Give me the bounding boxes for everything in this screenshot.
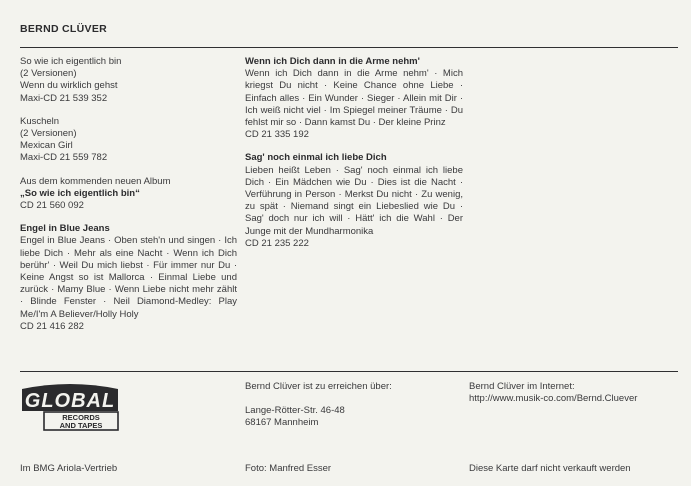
top-divider xyxy=(20,47,678,48)
album-catalog-number: CD 21 335 192 xyxy=(245,129,309,141)
address-street: Lange-Rötter-Str. 46-48 xyxy=(245,405,345,416)
photo-credit: Foto: Manfred Esser xyxy=(245,463,332,474)
album-tracklist: Lieben heißt Leben · Sag' noch einmal ich liebe Dich · Ein Mädchen wie Du · Dies ist die Nacht · Verführung in Person · Merkst Du nicht · Zu wenig, zu spät · Niemand singt ein Liebeslied wie Du · Sag' doch nur ich will · Hätt' ich die Wahl · Der Junge mit der Mundharmonika xyxy=(245,164,463,237)
internet-heading: Bernd Clüver im Internet: xyxy=(469,381,575,392)
release-title: So wie ich eigentlich bin xyxy=(20,56,122,67)
album-title: Sag' noch einmal ich liebe Dich xyxy=(245,152,387,164)
album-title: Wenn ich Dich dann in die Arme nehm' xyxy=(245,56,420,67)
album-catalog-number: CD 21 416 282 xyxy=(20,320,84,332)
release-catalog-number: Maxi-CD 21 559 782 xyxy=(20,152,108,164)
release-versions: (2 Versionen) xyxy=(20,68,77,80)
album-engel-in-blue-jeans xyxy=(20,223,237,333)
address-city: 68167 Mannheim xyxy=(245,417,319,428)
album-tracklist: Engel in Blue Jeans · Oben steh'n und singen · Ich liebe Dich · Mehr als eine Nacht · Wenn ich Dich berühr' · Weil Du mich liebst · Für immer nur Du · Keine Angst so ist Mallorca · Einmal Liebe und zurück · Mamy Blue · Wenn Liebe nicht mehr zählt · Blinde Fenster · Neil Diamond-Medley: Play Me/I'm A Believer/Holly Holy xyxy=(20,235,237,320)
contact-heading: Bernd Clüver ist zu erreichen über: xyxy=(245,381,392,392)
release-catalog-number: Maxi-CD 21 539 352 xyxy=(20,92,108,104)
release-b-side: Wenn du wirklich gehst xyxy=(20,80,118,92)
logo-wordmark: GLOBAL xyxy=(24,390,116,412)
left-column xyxy=(20,56,237,344)
upcoming-album-catalog-number: CD 21 560 092 xyxy=(20,200,84,212)
right-column xyxy=(245,56,463,261)
internet-url-link[interactable]: http://www.musik-co.com/Bernd.Cluever xyxy=(469,393,638,404)
release-title: Kuscheln xyxy=(20,115,60,127)
album-sag-noch-einmal xyxy=(245,152,463,250)
global-records-logo xyxy=(18,381,122,433)
logo-and-tapes: AND TAPES xyxy=(59,421,103,430)
logo-records: RECORDS xyxy=(62,413,100,422)
release-b-side: Mexican Girl xyxy=(20,140,73,152)
album-title: Engel in Blue Jeans xyxy=(20,223,110,235)
bottom-divider xyxy=(20,371,678,372)
distribution-note: Im BMG Ariola-Vertrieb xyxy=(20,463,118,474)
artist-heading: BERND CLÜVER xyxy=(20,23,108,35)
album-catalog-number: CD 21 235 222 xyxy=(245,237,309,249)
album-tracklist: Wenn ich Dich dann in die Arme nehm' · Mich kriegst Du nicht · Keine Chance ohne Liebe · Einfach alles · Ein Wunder · Sieger · Allein mit Dir · Ich weiß nicht viel · Im Spiegel meiner Träume · Du fehlst mir so · Dann kamst Du · Der kleine Prinz xyxy=(245,68,463,129)
release-so-wie-ich-eigentlich-bin xyxy=(20,56,237,105)
release-kuscheln xyxy=(20,116,237,165)
upcoming-album-title: „So wie ich eigentlich bin“ xyxy=(20,187,140,199)
upcoming-album xyxy=(20,176,237,213)
album-wenn-ich-dich-dann xyxy=(245,56,463,141)
upcoming-album-intro: Aus dem kommenden neuen Album xyxy=(20,175,171,187)
not-for-sale-notice: Diese Karte darf nicht verkauft werden xyxy=(469,463,631,474)
release-versions: (2 Versionen) xyxy=(20,128,77,140)
